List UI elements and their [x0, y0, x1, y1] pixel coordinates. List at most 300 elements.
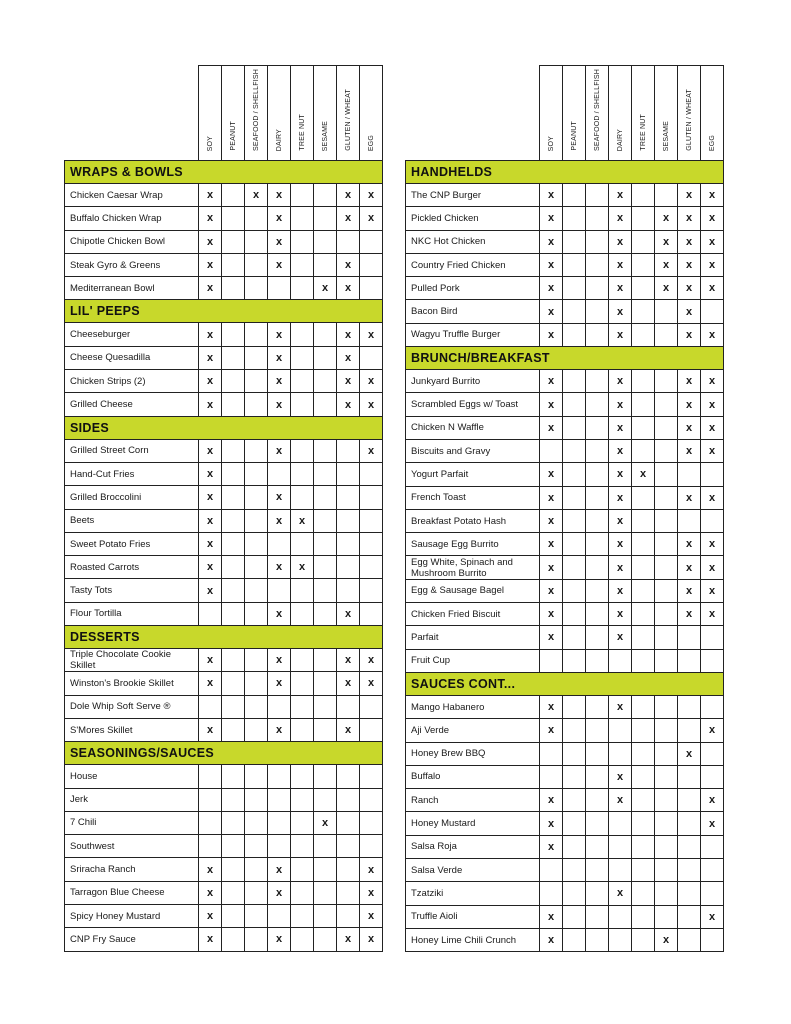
allergen-cell: [655, 579, 678, 602]
allergen-cell: [222, 207, 245, 230]
allergen-cell: [586, 230, 609, 253]
menu-item-name: Salsa Roja: [406, 835, 540, 858]
allergen-cell: [337, 788, 360, 811]
allergen-mark: x: [609, 253, 632, 276]
allergen-mark: x: [609, 184, 632, 207]
allergen-label: SEAFOOD / SHELLFISH: [252, 69, 260, 151]
menu-item-row: [406, 323, 724, 346]
allergen-cell: [314, 323, 337, 346]
allergen-cell: [632, 928, 655, 951]
allergen-cell: [314, 695, 337, 718]
menu-item-row: [406, 719, 724, 742]
allergen-cell: [360, 486, 383, 509]
menu-item-name: S'Mores Skillet: [65, 718, 199, 741]
allergen-cell: [268, 462, 291, 485]
category-row: [65, 161, 383, 184]
allergen-cell: [245, 858, 268, 881]
allergen-mark: x: [199, 649, 222, 672]
allergen-header-row: [406, 66, 724, 161]
allergen-label: TREE NUT: [639, 114, 647, 151]
allergen-mark: x: [268, 486, 291, 509]
allergen-cell: [245, 905, 268, 928]
allergen-cell: [586, 439, 609, 462]
allergen-cell: [563, 370, 586, 393]
allergen-mark: x: [701, 486, 724, 509]
allergen-mark: x: [678, 323, 701, 346]
allergen-cell: [655, 859, 678, 882]
allergen-cell: [586, 882, 609, 905]
allergen-cell: [291, 788, 314, 811]
allergen-cell: [245, 439, 268, 462]
allergen-cell: [632, 859, 655, 882]
allergen-column-header: [268, 66, 291, 161]
allergen-cell: [199, 695, 222, 718]
allergen-column-header: [655, 66, 678, 161]
allergen-cell: [655, 812, 678, 835]
allergen-mark: x: [540, 207, 563, 230]
allergen-mark: x: [337, 928, 360, 951]
allergen-cell: [540, 882, 563, 905]
allergen-cell: [268, 905, 291, 928]
allergen-mark: x: [360, 323, 383, 346]
allergen-cell: [314, 579, 337, 602]
allergen-cell: [586, 765, 609, 788]
allergen-cell: [655, 789, 678, 812]
allergen-mark: x: [701, 603, 724, 626]
allergen-cell: [655, 439, 678, 462]
allergen-cell: [291, 928, 314, 951]
allergen-mark: x: [540, 486, 563, 509]
allergen-cell: [563, 742, 586, 765]
allergen-label: SOY: [547, 135, 555, 151]
allergen-cell: [245, 765, 268, 788]
menu-item-row: [65, 765, 383, 788]
menu-item-row: [65, 602, 383, 625]
allergen-mark: x: [701, 579, 724, 602]
allergen-cell: [291, 602, 314, 625]
allergen-mark: x: [337, 393, 360, 416]
allergen-cell: [268, 811, 291, 834]
allergen-mark: x: [540, 533, 563, 556]
menu-item-name: Country Fried Chicken: [406, 253, 540, 276]
allergen-cell: [586, 393, 609, 416]
allergen-cell: [222, 393, 245, 416]
allergen-cell: [632, 626, 655, 649]
allergen-cell: [245, 207, 268, 230]
allergen-table: [64, 65, 383, 952]
allergen-cell: [563, 928, 586, 951]
allergen-mark: x: [268, 207, 291, 230]
allergen-cell: [632, 509, 655, 532]
allergen-mark: x: [337, 649, 360, 672]
allergen-mark: x: [199, 509, 222, 532]
allergen-mark: x: [199, 393, 222, 416]
menu-item-row: [65, 695, 383, 718]
allergen-cell: [701, 765, 724, 788]
allergen-cell: [314, 928, 337, 951]
allergen-cell: [360, 532, 383, 555]
allergen-cell: [632, 230, 655, 253]
menu-item-row: [65, 323, 383, 346]
allergen-cell: [632, 416, 655, 439]
allergen-cell: [586, 835, 609, 858]
allergen-mark: x: [337, 277, 360, 300]
allergen-cell: [314, 393, 337, 416]
category-row: [65, 742, 383, 765]
allergen-cell: [632, 765, 655, 788]
left-allergen-table: [64, 65, 383, 952]
allergen-cell: [360, 230, 383, 253]
allergen-mark: x: [701, 439, 724, 462]
menu-item-row: [406, 579, 724, 602]
allergen-label: GLUTEN / WHEAT: [685, 89, 693, 151]
allergen-cell: [540, 742, 563, 765]
allergen-mark: x: [337, 207, 360, 230]
menu-item-name: CNP Fry Sauce: [65, 928, 199, 951]
allergen-cell: [314, 346, 337, 369]
allergen-mark: x: [337, 718, 360, 741]
allergen-mark: x: [268, 602, 291, 625]
menu-item-name: Chicken Strips (2): [65, 370, 199, 393]
allergen-cell: [655, 649, 678, 672]
allergen-cell: [314, 230, 337, 253]
allergen-mark: x: [540, 393, 563, 416]
allergen-mark: x: [268, 649, 291, 672]
allergen-cell: [222, 486, 245, 509]
allergen-cell: [632, 719, 655, 742]
allergen-cell: [245, 532, 268, 555]
allergen-cell: [360, 346, 383, 369]
allergen-cell: [337, 439, 360, 462]
menu-item-name: Mediterranean Bowl: [65, 277, 199, 300]
allergen-label: PEANUT: [229, 121, 237, 151]
allergen-mark: x: [678, 579, 701, 602]
allergen-header-row: [65, 66, 383, 161]
allergen-cell: [360, 579, 383, 602]
allergen-mark: x: [199, 230, 222, 253]
allergen-cell: [360, 253, 383, 276]
allergen-cell: [245, 346, 268, 369]
menu-item-row: [406, 207, 724, 230]
allergen-mark: x: [609, 695, 632, 718]
menu-item-name: Honey Mustard: [406, 812, 540, 835]
allergen-cell: [655, 626, 678, 649]
allergen-cell: [222, 579, 245, 602]
menu-item-name: Cheese Quesadilla: [65, 346, 199, 369]
allergen-mark: x: [655, 277, 678, 300]
menu-item-row: [65, 905, 383, 928]
allergen-cell: [291, 672, 314, 695]
allergen-cell: [291, 579, 314, 602]
allergen-cell: [632, 835, 655, 858]
category-row: [406, 161, 724, 184]
allergen-mark: x: [655, 928, 678, 951]
allergen-mark: x: [199, 556, 222, 579]
allergen-cell: [586, 533, 609, 556]
menu-item-name: Roasted Carrots: [65, 556, 199, 579]
allergen-cell: [563, 230, 586, 253]
right-allergen-table: [405, 65, 724, 952]
allergen-mark: x: [609, 765, 632, 788]
allergen-cell: [222, 602, 245, 625]
allergen-cell: [632, 695, 655, 718]
menu-item-name: Mango Habanero: [406, 695, 540, 718]
allergen-cell: [291, 718, 314, 741]
allergen-mark: x: [609, 416, 632, 439]
allergen-cell: [291, 858, 314, 881]
category-title: WRAPS & BOWLS: [65, 161, 383, 184]
menu-item-row: [406, 649, 724, 672]
allergen-cell: [609, 742, 632, 765]
allergen-cell: [337, 532, 360, 555]
allergen-mark: x: [540, 626, 563, 649]
allergen-mark: x: [701, 719, 724, 742]
menu-item-row: [65, 393, 383, 416]
allergen-cell: [586, 603, 609, 626]
allergen-mark: x: [609, 323, 632, 346]
allergen-mark: x: [540, 323, 563, 346]
menu-item-name: Tarragon Blue Cheese: [65, 881, 199, 904]
allergen-cell: [222, 532, 245, 555]
allergen-cell: [563, 765, 586, 788]
allergen-cell: [245, 509, 268, 532]
allergen-cell: [655, 393, 678, 416]
allergen-cell: [678, 882, 701, 905]
allergen-cell: [268, 788, 291, 811]
allergen-cell: [563, 184, 586, 207]
allergen-cell: [360, 695, 383, 718]
allergen-cell: [563, 882, 586, 905]
allergen-label: DAIRY: [616, 128, 624, 151]
menu-item-row: [65, 346, 383, 369]
allergen-cell: [222, 695, 245, 718]
allergen-cell: [360, 277, 383, 300]
menu-item-name: Sweet Potato Fries: [65, 532, 199, 555]
allergen-mark: x: [540, 300, 563, 323]
allergen-cell: [245, 253, 268, 276]
allergen-cell: [540, 439, 563, 462]
allergen-cell: [655, 835, 678, 858]
category-title: SAUCES CONT...: [406, 672, 724, 695]
menu-item-name: Dole Whip Soft Serve ®: [65, 695, 199, 718]
category-row: [65, 626, 383, 649]
header-spacer: [406, 66, 540, 161]
menu-item-name: Scrambled Eggs w/ Toast: [406, 393, 540, 416]
allergen-column-header: [632, 66, 655, 161]
allergen-cell: [586, 649, 609, 672]
allergen-column-header: [678, 66, 701, 161]
allergen-cell: [563, 603, 586, 626]
allergen-cell: [245, 649, 268, 672]
allergen-cell: [632, 486, 655, 509]
allergen-cell: [632, 533, 655, 556]
menu-item-name: Bacon Bird: [406, 300, 540, 323]
menu-item-name: Salsa Verde: [406, 859, 540, 882]
allergen-cell: [337, 230, 360, 253]
allergen-cell: [222, 811, 245, 834]
allergen-column-header: [360, 66, 383, 161]
allergen-mark: x: [701, 230, 724, 253]
allergen-mark: x: [540, 416, 563, 439]
allergen-mark: x: [678, 253, 701, 276]
allergen-cell: [314, 858, 337, 881]
allergen-label: SEAFOOD / SHELLFISH: [593, 69, 601, 151]
allergen-cell: [291, 905, 314, 928]
allergen-mark: x: [701, 905, 724, 928]
allergen-mark: x: [540, 509, 563, 532]
category-title: BRUNCH/BREAKFAST: [406, 347, 724, 370]
allergen-mark: x: [609, 626, 632, 649]
allergen-mark: x: [268, 672, 291, 695]
menu-item-name: Pulled Pork: [406, 277, 540, 300]
allergen-cell: [360, 556, 383, 579]
allergen-cell: [563, 533, 586, 556]
allergen-cell: [291, 532, 314, 555]
allergen-mark: x: [268, 556, 291, 579]
allergen-cell: [678, 765, 701, 788]
menu-item-row: [65, 649, 383, 672]
allergen-mark: x: [268, 509, 291, 532]
menu-item-name: Southwest: [65, 835, 199, 858]
allergen-cell: [360, 765, 383, 788]
allergen-cell: [586, 323, 609, 346]
allergen-mark: x: [360, 672, 383, 695]
allergen-mark: x: [609, 533, 632, 556]
allergen-cell: [337, 556, 360, 579]
allergen-cell: [291, 393, 314, 416]
allergen-cell: [655, 882, 678, 905]
allergen-mark: x: [337, 672, 360, 695]
allergen-label: EGG: [367, 134, 375, 151]
allergen-cell: [586, 277, 609, 300]
menu-item-row: [65, 462, 383, 485]
allergen-cell: [222, 277, 245, 300]
menu-item-row: [65, 556, 383, 579]
allergen-cell: [314, 905, 337, 928]
menu-item-row: [406, 556, 724, 579]
allergen-cell: [678, 719, 701, 742]
allergen-mark: x: [609, 207, 632, 230]
allergen-mark: x: [268, 370, 291, 393]
menu-item-row: [406, 439, 724, 462]
allergen-cell: [314, 462, 337, 485]
menu-item-name: Grilled Broccolini: [65, 486, 199, 509]
menu-item-name: Flour Tortilla: [65, 602, 199, 625]
allergen-cell: [245, 230, 268, 253]
allergen-cell: [291, 649, 314, 672]
allergen-cell: [586, 859, 609, 882]
allergen-mark: x: [199, 439, 222, 462]
allergen-mark: x: [655, 230, 678, 253]
allergen-cell: [337, 811, 360, 834]
allergen-cell: [360, 788, 383, 811]
allergen-cell: [337, 858, 360, 881]
allergen-table: [405, 65, 724, 952]
allergen-mark: x: [540, 835, 563, 858]
allergen-cell: [655, 533, 678, 556]
allergen-cell: [291, 370, 314, 393]
allergen-mark: x: [701, 184, 724, 207]
allergen-mark: x: [199, 486, 222, 509]
menu-item-name: Pickled Chicken: [406, 207, 540, 230]
allergen-cell: [563, 579, 586, 602]
menu-item-name: The CNP Burger: [406, 184, 540, 207]
menu-item-row: [406, 765, 724, 788]
allergen-cell: [245, 695, 268, 718]
allergen-cell: [245, 788, 268, 811]
allergen-mark: x: [540, 905, 563, 928]
allergen-mark: x: [701, 277, 724, 300]
allergen-cell: [314, 835, 337, 858]
allergen-cell: [222, 509, 245, 532]
menu-item-row: [65, 788, 383, 811]
allergen-column-header: [291, 66, 314, 161]
allergen-mark: x: [199, 579, 222, 602]
allergen-cell: [586, 416, 609, 439]
menu-item-name: Triple Chocolate Cookie Skillet: [65, 649, 199, 672]
allergen-cell: [563, 416, 586, 439]
menu-item-row: [65, 439, 383, 462]
allergen-mark: x: [701, 253, 724, 276]
allergen-cell: [632, 905, 655, 928]
menu-item-name: 7 Chili: [65, 811, 199, 834]
allergen-mark: x: [609, 579, 632, 602]
allergen-cell: [314, 509, 337, 532]
allergen-cell: [291, 765, 314, 788]
allergen-cell: [268, 695, 291, 718]
allergen-cell: [632, 603, 655, 626]
allergen-mark: x: [540, 184, 563, 207]
allergen-label: SESAME: [321, 120, 329, 151]
allergen-cell: [563, 835, 586, 858]
allergen-mark: x: [360, 649, 383, 672]
allergen-cell: [268, 532, 291, 555]
allergen-cell: [314, 556, 337, 579]
allergen-cell: [222, 346, 245, 369]
menu-item-name: House: [65, 765, 199, 788]
menu-item-row: [406, 393, 724, 416]
allergen-cell: [360, 462, 383, 485]
menu-item-row: [406, 277, 724, 300]
allergen-mark: x: [678, 184, 701, 207]
menu-item-row: [406, 300, 724, 323]
allergen-cell: [245, 602, 268, 625]
allergen-cell: [314, 532, 337, 555]
allergen-cell: [563, 649, 586, 672]
allergen-mark: x: [678, 230, 701, 253]
allergen-cell: [701, 742, 724, 765]
allergen-mark: x: [360, 858, 383, 881]
allergen-cell: [586, 184, 609, 207]
menu-item-name: Chicken Caesar Wrap: [65, 184, 199, 207]
allergen-cell: [199, 788, 222, 811]
allergen-mark: x: [314, 811, 337, 834]
allergen-cell: [655, 905, 678, 928]
menu-item-name: Honey Brew BBQ: [406, 742, 540, 765]
allergen-mark: x: [268, 858, 291, 881]
allergen-cell: [678, 626, 701, 649]
allergen-cell: [245, 835, 268, 858]
allergen-cell: [632, 277, 655, 300]
allergen-cell: [291, 346, 314, 369]
allergen-column-header: [701, 66, 724, 161]
menu-item-row: [406, 184, 724, 207]
menu-item-row: [65, 253, 383, 276]
allergen-mark: x: [360, 881, 383, 904]
allergen-cell: [678, 789, 701, 812]
category-title: HANDHELDS: [406, 161, 724, 184]
allergen-cell: [678, 812, 701, 835]
